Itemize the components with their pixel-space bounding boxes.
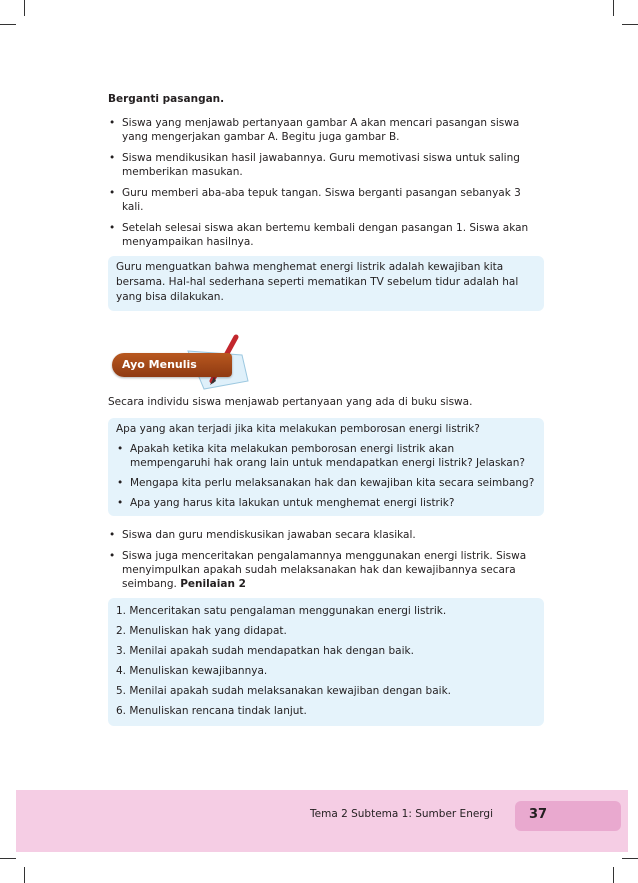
list-item: 6. Menuliskan rencana tindak lanjut.	[116, 705, 307, 717]
list-item-text: Siswa juga menceritakan pengalamannya menggunakan energi listrik. Siswa menyimpulkan apakah sudah melaksanakan hak dan kewajibannya secara seimbang.	[122, 550, 527, 590]
crop-mark	[613, 0, 614, 16]
list-item: 4. Menuliskan kewajibannya.	[116, 665, 268, 677]
question-text: Apa yang akan terjadi jika kita melakukan pemborosan energi listrik?	[116, 423, 480, 435]
list-item: • Siswa yang menjawab pertanyaan gambar A akan mencari pasangan siswa yang mengerjakan gambar A. Begitu juga gambar B.	[108, 116, 544, 144]
question-list	[116, 442, 536, 510]
teacher-note-text: Guru menguatkan bahwa menghemat energi listrik adalah kewajiban kita bersama. Hal-hal sederhana seperti mematikan TV sebelum tidur adalah hal yang bisa dilakukan.	[116, 261, 519, 303]
list-item: • Apa yang harus kita lakukan untuk menghemat energi listrik?	[116, 496, 536, 510]
ayo-menulis-header	[108, 333, 544, 393]
list-item: 3. Menilai apakah sudah mendapatkan hak dengan baik.	[116, 645, 414, 657]
intro-text: Secara individu siswa menjawab pertanyaan yang ada di buku siswa.	[108, 396, 473, 408]
crop-mark	[0, 858, 16, 859]
page-number: 37	[529, 807, 548, 822]
list-item: • Siswa dan guru mendiskusikan jawaban secara klasikal.	[108, 528, 544, 542]
crop-mark	[24, 0, 25, 16]
assessment-box	[108, 598, 544, 726]
teacher-note-box	[108, 256, 544, 311]
list-item: • Siswa mendikusikan hasil jawabannya. Guru memotivasi siswa untuk saling memberikan masukan.	[108, 151, 544, 179]
list-item: 5. Menilai apakah sudah melaksanakan kewajiban dengan baik.	[116, 685, 451, 697]
list-item: 1. Menceritakan satu pengalaman menggunakan energi listrik.	[116, 605, 447, 617]
page-content	[108, 92, 544, 726]
section1-list	[108, 116, 544, 249]
question-box	[108, 418, 544, 516]
crop-mark	[0, 24, 16, 25]
list-item: • Guru memberi aba-aba tepuk tangan. Siswa berganti pasangan sebanyak 3 kali.	[108, 186, 544, 214]
list-item: 2. Menuliskan hak yang didapat.	[116, 625, 287, 637]
footer-title: Tema 2 Subtema 1: Sumber Energi	[310, 808, 494, 820]
section2-list	[108, 528, 544, 591]
assessment-list	[116, 604, 536, 718]
crop-mark	[24, 867, 25, 883]
ayo-menulis-label: Ayo Menulis	[112, 353, 232, 377]
list-item: • Setelah selesai siswa akan bertemu kembali dengan pasangan 1. Siswa akan menyampaikan hasilnya.	[108, 221, 544, 249]
crop-mark	[613, 867, 614, 883]
crop-mark	[622, 858, 638, 859]
section-heading: Berganti pasangan.	[108, 93, 225, 105]
list-item	[108, 549, 544, 591]
list-item: • Apakah ketika kita melakukan pemborosan energi listrik akan mempengaruhi hak orang lain untuk mendapatkan energi listrik? Jelaskan?	[116, 442, 536, 470]
assessment-label: Penilaian 2	[180, 578, 246, 590]
list-item: • Mengapa kita perlu melaksanakan hak dan kewajiban kita secara seimbang?	[116, 476, 536, 490]
crop-mark	[622, 24, 638, 25]
